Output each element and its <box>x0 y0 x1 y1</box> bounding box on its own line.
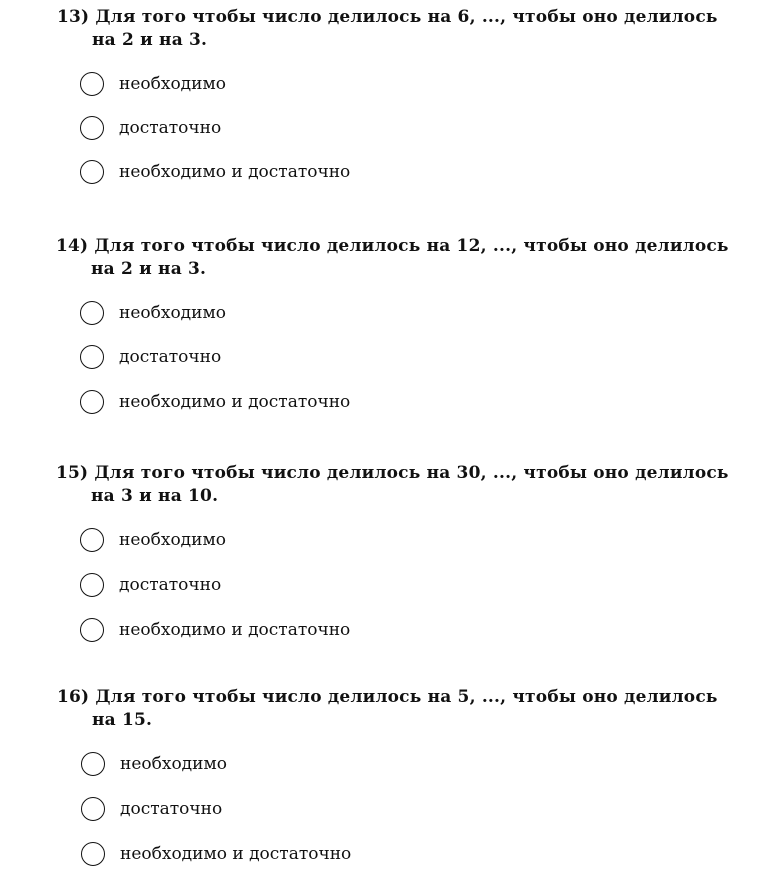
option-label: необходимо и достаточно <box>119 620 351 640</box>
question-number: 15) <box>56 463 89 483</box>
question-statement: Для того чтобы число делилось на 12, ..., чтобы оно делилось <box>94 236 729 256</box>
radio-button-icon[interactable] <box>80 528 104 552</box>
question-text <box>57 6 718 52</box>
question-statement: Для того чтобы число делилось на 30, ..., чтобы оно делилось <box>94 463 729 483</box>
option-necessary-and-sufficient[interactable] <box>80 615 350 645</box>
question-line-1 <box>56 462 729 485</box>
radio-button-icon[interactable] <box>80 160 104 184</box>
radio-button-icon[interactable] <box>80 301 104 325</box>
question-text <box>56 462 729 508</box>
radio-button-icon[interactable] <box>80 390 104 414</box>
option-necessary-and-sufficient[interactable] <box>81 839 351 869</box>
question-line-2: на 15. <box>92 710 153 730</box>
question-statement: Для того чтобы число делилось на 6, ..., чтобы оно делилось <box>95 7 718 27</box>
question-text <box>56 235 729 281</box>
option-label: необходимо и достаточно <box>119 392 351 412</box>
radio-button-icon[interactable] <box>81 797 105 821</box>
option-sufficient[interactable] <box>81 794 222 824</box>
question-number: 13) <box>57 7 90 27</box>
question-text <box>57 686 718 732</box>
option-label: необходимо и достаточно <box>119 162 351 182</box>
question-line-1 <box>57 686 718 709</box>
question-line-2: на 2 и на 3. <box>92 30 208 50</box>
radio-button-icon[interactable] <box>80 116 104 140</box>
question-line-2: на 3 и на 10. <box>91 486 219 506</box>
radio-button-icon[interactable] <box>81 842 105 866</box>
option-label: необходимо <box>119 303 226 323</box>
option-necessary[interactable] <box>80 525 226 555</box>
question-line-2: на 2 и на 3. <box>91 259 207 279</box>
question-line-1 <box>56 235 729 258</box>
option-label: достаточно <box>119 575 222 595</box>
option-sufficient[interactable] <box>80 113 221 143</box>
option-necessary[interactable] <box>80 298 226 328</box>
option-necessary[interactable] <box>80 69 226 99</box>
option-sufficient[interactable] <box>80 342 221 372</box>
radio-button-icon[interactable] <box>80 618 104 642</box>
option-label: достаточно <box>119 347 222 367</box>
option-label: необходимо <box>119 74 226 94</box>
option-label: достаточно <box>119 118 222 138</box>
question-line-1 <box>57 6 718 29</box>
option-label: необходимо <box>120 754 227 774</box>
option-sufficient[interactable] <box>80 570 221 600</box>
radio-button-icon[interactable] <box>80 345 104 369</box>
question-number: 14) <box>56 236 89 256</box>
option-label: необходимо и достаточно <box>120 844 352 864</box>
question-number: 16) <box>57 687 90 707</box>
option-label: достаточно <box>120 799 223 819</box>
radio-button-icon[interactable] <box>81 752 105 776</box>
radio-button-icon[interactable] <box>80 72 104 96</box>
option-label: необходимо <box>119 530 226 550</box>
option-necessary-and-sufficient[interactable] <box>80 157 350 187</box>
radio-button-icon[interactable] <box>80 573 104 597</box>
option-necessary[interactable] <box>81 749 227 779</box>
question-statement: Для того чтобы число делилось на 5, ..., чтобы оно делилось <box>95 687 718 707</box>
option-necessary-and-sufficient[interactable] <box>80 387 350 417</box>
